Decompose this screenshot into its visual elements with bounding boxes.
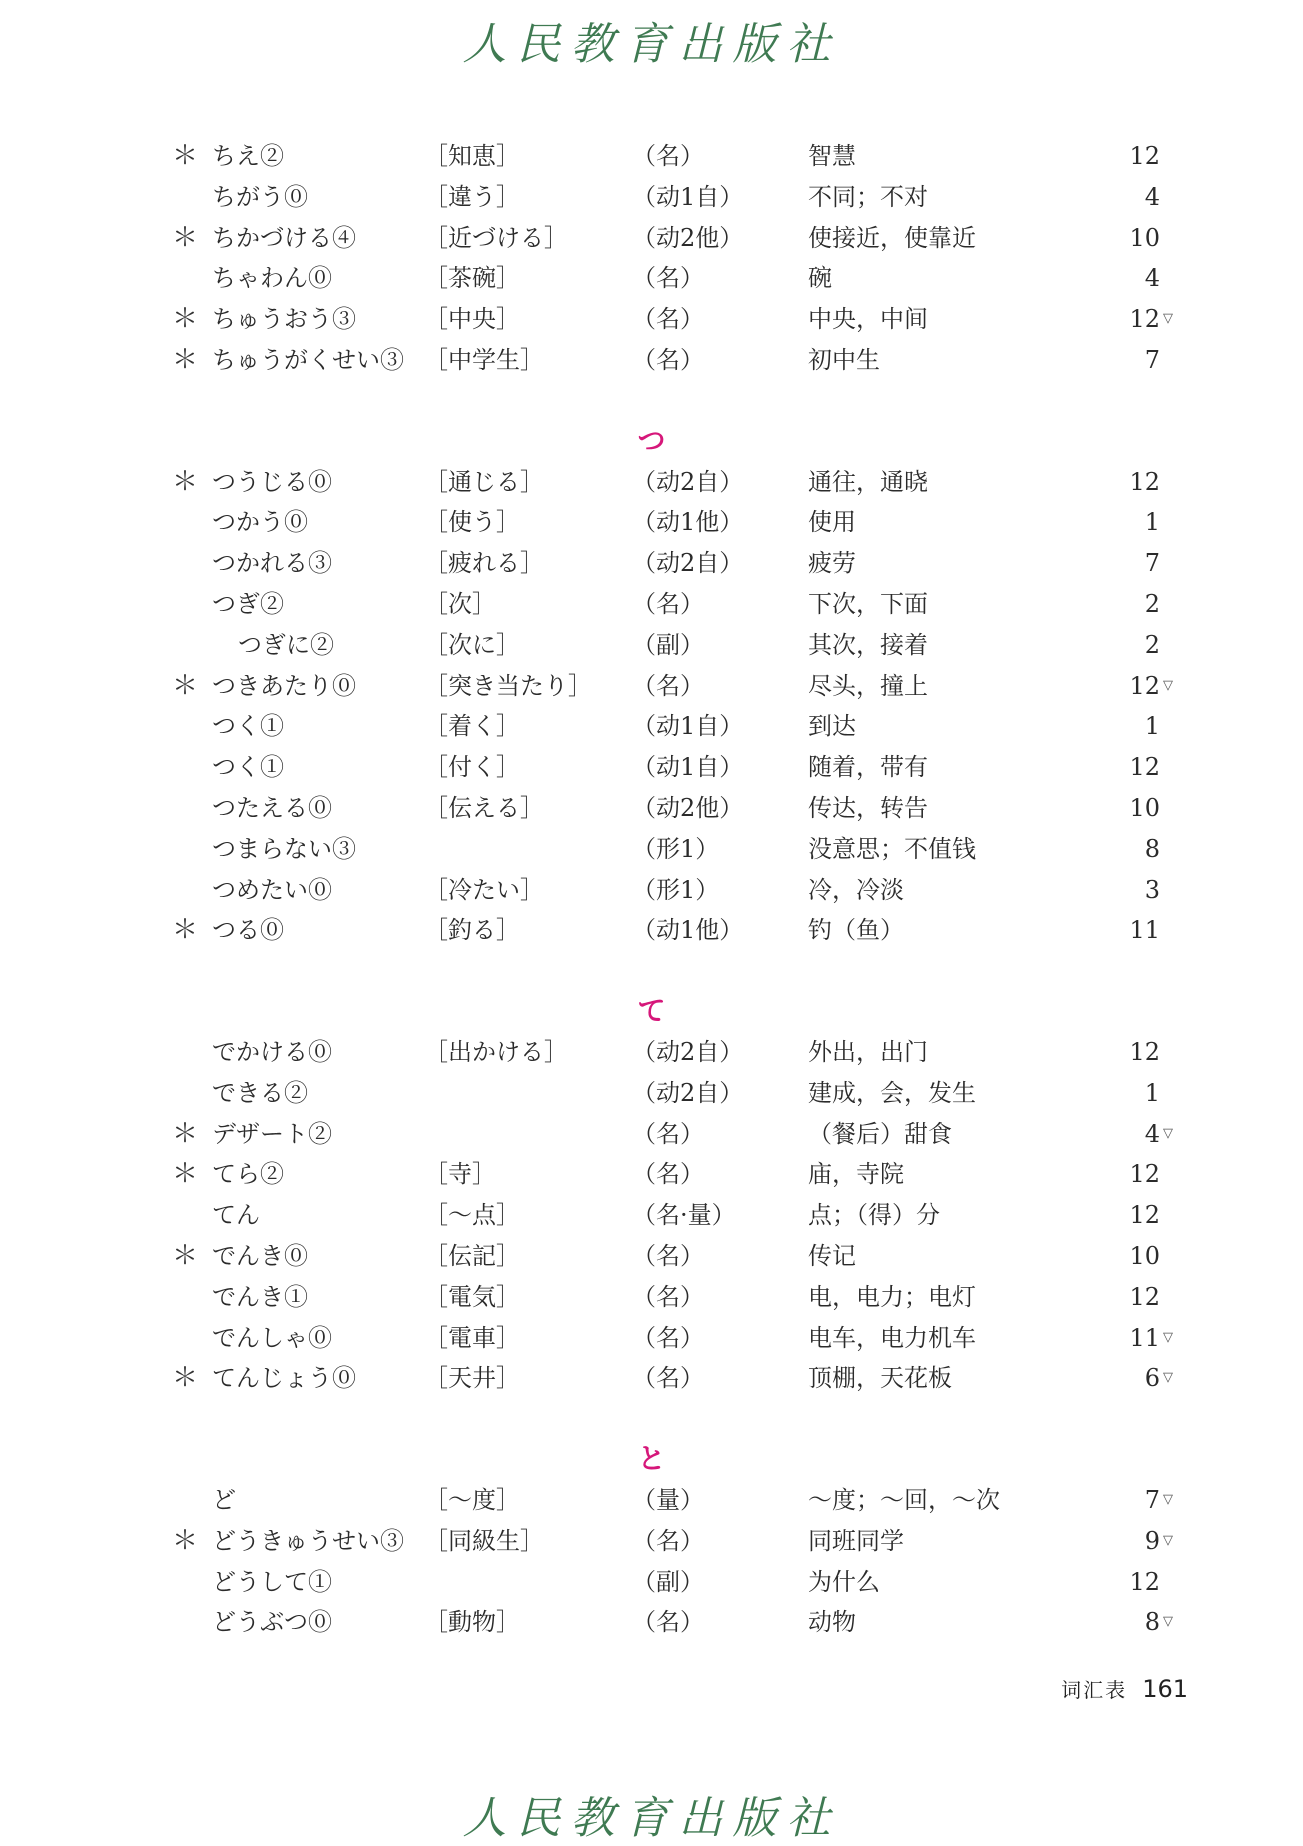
entry-kana: ちゅうおう③	[212, 305, 356, 334]
entry-star-marker: ＊	[172, 466, 199, 497]
entry-lesson-number: 12	[1129, 753, 1160, 782]
entry-kanji: ［着く］	[424, 712, 520, 741]
entry-part-of-speech: （名）	[632, 305, 704, 334]
vocabulary-entry	[0, 1521, 1303, 1561]
entry-lesson-number: 12	[1129, 1201, 1160, 1230]
vocabulary-entry	[0, 340, 1303, 380]
vocabulary-entry	[0, 502, 1303, 542]
entry-kanji: ［～度］	[424, 1486, 520, 1514]
entry-kanji: ［～点］	[424, 1201, 520, 1230]
entry-kanji: ［伝記］	[424, 1242, 520, 1270]
entry-lesson-number: 11	[1129, 916, 1160, 945]
entry-part-of-speech: （动1他）	[632, 916, 744, 945]
entry-kana: つたえる⓪	[212, 794, 332, 822]
entry-lesson-number: 3	[1144, 875, 1160, 904]
entry-star-marker: ＊	[172, 141, 199, 171]
entry-meaning: 同班同学	[808, 1526, 904, 1555]
entry-kanji: ［電気］	[424, 1282, 520, 1311]
vocabulary-entry	[0, 1236, 1303, 1276]
vocabulary-entry	[0, 1480, 1303, 1520]
entry-meaning: 为什么	[808, 1567, 880, 1596]
entry-kanji: ［釣る］	[424, 916, 520, 945]
entry-triangle-marker: ▽	[1163, 1370, 1173, 1386]
entry-meaning: 到达	[808, 712, 856, 741]
vocabulary-entry	[0, 829, 1303, 869]
entry-triangle-marker: ▽	[1163, 1125, 1173, 1141]
entry-kanji: ［同級生］	[424, 1526, 544, 1555]
entry-part-of-speech: （名）	[632, 1608, 704, 1637]
entry-lesson-number: 6	[1144, 1364, 1160, 1393]
entry-lesson-number: 4	[1144, 264, 1160, 293]
entry-lesson-number: 1	[1144, 508, 1160, 537]
entry-meaning: （餐后）甜食	[808, 1119, 952, 1148]
entry-part-of-speech: （动1自）	[632, 182, 744, 211]
entry-kana: ちえ②	[212, 142, 284, 170]
entry-kana: つる⓪	[212, 916, 284, 945]
vocabulary-entry	[0, 136, 1303, 176]
entry-kana: ちゅうがくせい③	[212, 346, 404, 374]
entry-lesson-number: 8	[1144, 1608, 1160, 1637]
entry-meaning: 顶棚，天花板	[808, 1364, 952, 1393]
entry-kana: つかれる③	[212, 549, 332, 578]
entry-meaning: 使接近，使靠近	[808, 223, 976, 252]
entry-kanji: ［通じる］	[424, 467, 544, 496]
entry-part-of-speech: （动1自）	[632, 712, 744, 741]
entry-kana: てら②	[212, 1160, 284, 1189]
entry-lesson-number: 12	[1129, 1567, 1160, 1596]
entry-meaning: 电，电力；电灯	[808, 1282, 976, 1311]
entry-meaning: 电车，电力机车	[808, 1323, 976, 1352]
entry-kana: つまらない③	[212, 834, 356, 863]
entry-meaning: 通往，通晓	[808, 467, 928, 496]
entry-part-of-speech: （动2他）	[632, 223, 744, 252]
entry-part-of-speech: （形1）	[632, 834, 720, 863]
vocabulary-entry	[0, 747, 1303, 787]
entry-meaning: 外出，出门	[808, 1038, 928, 1066]
entry-part-of-speech: （副）	[632, 630, 704, 659]
entry-kana: てん	[212, 1201, 260, 1230]
entry-meaning: 其次，接着	[808, 630, 928, 659]
entry-kanji: ［違う］	[424, 182, 520, 211]
entry-meaning: 智慧	[808, 142, 856, 170]
entry-meaning: 中央，中间	[808, 305, 928, 334]
entry-part-of-speech: （名）	[632, 1364, 704, 1393]
vocabulary-entry	[0, 218, 1303, 258]
vocabulary-entry	[0, 1602, 1303, 1642]
page-number: 161	[1142, 1675, 1188, 1703]
entry-star-marker: ＊	[172, 1363, 199, 1394]
entry-lesson-number: 4	[1144, 1119, 1160, 1148]
entry-lesson-number: 2	[1144, 630, 1160, 659]
vocabulary-entry	[0, 462, 1303, 502]
entry-part-of-speech: （量）	[632, 1486, 704, 1514]
entry-meaning: 庙，寺院	[808, 1160, 904, 1189]
entry-part-of-speech: （名）	[632, 1526, 704, 1555]
entry-kana: つめたい⓪	[212, 875, 332, 904]
entry-meaning: 初中生	[808, 346, 880, 374]
entry-kanji: ［茶碗］	[424, 264, 520, 293]
entry-kanji: ［使う］	[424, 508, 520, 537]
entry-meaning: 没意思；不值钱	[808, 834, 976, 863]
entry-lesson-number: 12	[1129, 467, 1160, 496]
section-heading: と	[637, 1442, 666, 1476]
entry-star-marker: ＊	[172, 1159, 199, 1190]
vocabulary-entry	[0, 788, 1303, 828]
entry-star-marker: ＊	[172, 304, 199, 335]
page-footer	[1061, 1674, 1188, 1703]
entry-kana: でんき①	[212, 1282, 308, 1311]
entry-part-of-speech: （形1）	[632, 875, 720, 904]
entry-part-of-speech: （动2自）	[632, 1038, 744, 1066]
entry-triangle-marker: ▽	[1163, 677, 1173, 693]
entry-lesson-number: 7	[1144, 346, 1160, 374]
vocabulary-entry	[0, 706, 1303, 746]
entry-kana: できる②	[212, 1078, 308, 1107]
entry-meaning: 点；（得）分	[808, 1201, 940, 1230]
entry-lesson-number: 10	[1129, 223, 1160, 252]
entry-kana: ちかづける④	[212, 223, 356, 252]
entry-triangle-marker: ▽	[1163, 1492, 1173, 1507]
entry-kanji: ［知恵］	[424, 142, 520, 170]
vocabulary-entry	[0, 299, 1303, 339]
entry-part-of-speech: （名）	[632, 590, 704, 618]
entry-meaning: ～度；～回，～次	[808, 1486, 1000, 1514]
entry-part-of-speech: （动2自）	[632, 549, 744, 578]
entry-star-marker: ＊	[172, 1525, 199, 1556]
vocabulary-entry	[0, 1318, 1303, 1358]
entry-part-of-speech: （名）	[632, 1119, 704, 1148]
vocabulary-entry	[0, 1154, 1303, 1194]
entry-kana: でんしゃ⓪	[212, 1323, 332, 1352]
entry-kanji: ［中央］	[424, 305, 520, 334]
vocabulary-entry	[0, 543, 1303, 583]
entry-meaning: 下次，下面	[808, 590, 928, 618]
entry-kanji: ［中学生］	[424, 346, 544, 374]
entry-kanji: ［電車］	[424, 1323, 520, 1352]
entry-kanji: ［次］	[424, 590, 496, 618]
vocabulary-entry	[0, 1358, 1303, 1398]
entry-kana: ちゃわん⓪	[212, 264, 332, 293]
vocabulary-entry	[0, 625, 1303, 665]
entry-part-of-speech: （名）	[632, 1242, 704, 1270]
entry-lesson-number: 9	[1144, 1526, 1160, 1555]
entry-triangle-marker: ▽	[1163, 311, 1173, 327]
entry-kana: でかける⓪	[212, 1038, 332, 1066]
entry-lesson-number: 12	[1129, 142, 1160, 170]
entry-kanji: ［近づける］	[424, 223, 568, 252]
entry-kana: どうして①	[212, 1567, 332, 1596]
entry-kanji: ［伝える］	[424, 794, 544, 822]
entry-part-of-speech: （动2自）	[632, 467, 744, 496]
entry-meaning: 随着，带有	[808, 753, 928, 782]
entry-triangle-marker: ▽	[1163, 1614, 1173, 1630]
publisher-logo-bottom: 人民教育出版社	[462, 1793, 841, 1844]
entry-meaning: 疲劳	[808, 549, 856, 578]
entry-meaning: 钓（鱼）	[808, 916, 904, 945]
vocabulary-entry	[0, 666, 1303, 706]
vocabulary-entry	[0, 1562, 1303, 1602]
entry-lesson-number: 10	[1129, 794, 1160, 822]
entry-kanji: ［次に］	[424, 630, 520, 659]
entry-star-marker: ＊	[172, 345, 199, 375]
entry-kana: つく①	[212, 712, 284, 741]
entry-kana: てんじょう⓪	[212, 1364, 356, 1393]
entry-kana: つぎに②	[238, 630, 334, 659]
entry-kana: どうぶつ⓪	[212, 1608, 332, 1637]
entry-part-of-speech: （名·量）	[632, 1201, 736, 1230]
entry-lesson-number: 12	[1129, 671, 1160, 700]
entry-kanji: ［寺］	[424, 1160, 496, 1189]
entry-lesson-number: 12	[1129, 1160, 1160, 1189]
entry-star-marker: ＊	[172, 1118, 199, 1149]
section-heading: つ	[637, 423, 666, 457]
entry-star-marker: ＊	[172, 670, 199, 701]
entry-part-of-speech: （动1他）	[632, 508, 744, 537]
entry-part-of-speech: （副）	[632, 1567, 704, 1596]
entry-kanji: ［天井］	[424, 1364, 520, 1393]
entry-lesson-number: 8	[1144, 834, 1160, 863]
entry-kana: つかう⓪	[212, 508, 308, 537]
entry-lesson-number: 4	[1144, 182, 1160, 211]
entry-part-of-speech: （名）	[632, 1282, 704, 1311]
entry-kanji: ［付く］	[424, 753, 520, 782]
entry-part-of-speech: （名）	[632, 264, 704, 293]
vocabulary-entry	[0, 258, 1303, 298]
entry-star-marker: ＊	[172, 1241, 199, 1271]
entry-part-of-speech: （名）	[632, 671, 704, 700]
entry-meaning: 不同；不对	[808, 182, 928, 211]
entry-meaning: 传达，转告	[808, 794, 928, 822]
entry-lesson-number: 1	[1144, 1078, 1160, 1107]
entry-lesson-number: 11	[1129, 1323, 1160, 1352]
vocabulary-entry	[0, 1195, 1303, 1235]
entry-meaning: 动物	[808, 1608, 856, 1637]
entry-meaning: 传记	[808, 1242, 856, 1270]
section-heading: て	[637, 994, 666, 1028]
vocabulary-entry	[0, 1114, 1303, 1154]
entry-part-of-speech: （动2自）	[632, 1078, 744, 1107]
entry-lesson-number: 10	[1129, 1242, 1160, 1270]
entry-part-of-speech: （动2他）	[632, 794, 744, 822]
entry-meaning: 碗	[808, 264, 832, 293]
entry-triangle-marker: ▽	[1163, 1532, 1173, 1548]
entry-part-of-speech: （名）	[632, 1160, 704, 1189]
entry-triangle-marker: ▽	[1163, 1329, 1173, 1345]
entry-lesson-number: 12	[1129, 1038, 1160, 1066]
footer-label: 词汇表	[1061, 1678, 1128, 1702]
entry-kanji: ［出かける］	[424, 1038, 568, 1066]
vocabulary-entry	[0, 1073, 1303, 1113]
entry-meaning: 建成，会，发生	[808, 1078, 976, 1107]
entry-kana: つく①	[212, 753, 284, 782]
entry-meaning: 使用	[808, 508, 856, 537]
entry-part-of-speech: （名）	[632, 1323, 704, 1352]
entry-kana: どうきゅうせい③	[212, 1526, 404, 1555]
vocabulary-entry	[0, 910, 1303, 950]
entry-meaning: 冷，冷淡	[808, 875, 904, 904]
vocabulary-entry	[0, 1277, 1303, 1317]
entry-kanji: ［突き当たり］	[424, 671, 592, 700]
entry-lesson-number: 2	[1144, 590, 1160, 618]
entry-star-marker: ＊	[172, 915, 199, 946]
entry-lesson-number: 7	[1144, 1486, 1160, 1514]
entry-part-of-speech: （名）	[632, 142, 704, 170]
entry-star-marker: ＊	[172, 222, 199, 253]
entry-lesson-number: 12	[1129, 305, 1160, 334]
entry-kana: でんき⓪	[212, 1242, 308, 1270]
entry-kana: デザート②	[212, 1119, 332, 1148]
entry-part-of-speech: （动1自）	[632, 753, 744, 782]
entry-kana: つきあたり⓪	[212, 671, 356, 700]
entry-kanji: ［動物］	[424, 1608, 520, 1637]
entry-kanji: ［疲れる］	[424, 549, 544, 578]
entry-lesson-number: 7	[1144, 549, 1160, 578]
vocabulary-entry	[0, 177, 1303, 217]
vocabulary-entry	[0, 584, 1303, 624]
publisher-logo-top: 人民教育出版社	[462, 19, 841, 70]
entry-lesson-number: 1	[1144, 712, 1160, 741]
entry-kanji: ［冷たい］	[424, 875, 544, 904]
entry-kana: つうじる⓪	[212, 467, 332, 496]
entry-lesson-number: 12	[1129, 1282, 1160, 1311]
vocabulary-entry	[0, 870, 1303, 910]
entry-part-of-speech: （名）	[632, 346, 704, 374]
vocabulary-entry	[0, 1032, 1303, 1072]
entry-kana: ちがう⓪	[212, 182, 308, 211]
entry-meaning: 尽头，撞上	[808, 671, 928, 700]
entry-kana: ど	[212, 1486, 236, 1514]
entry-kana: つぎ②	[212, 590, 284, 618]
